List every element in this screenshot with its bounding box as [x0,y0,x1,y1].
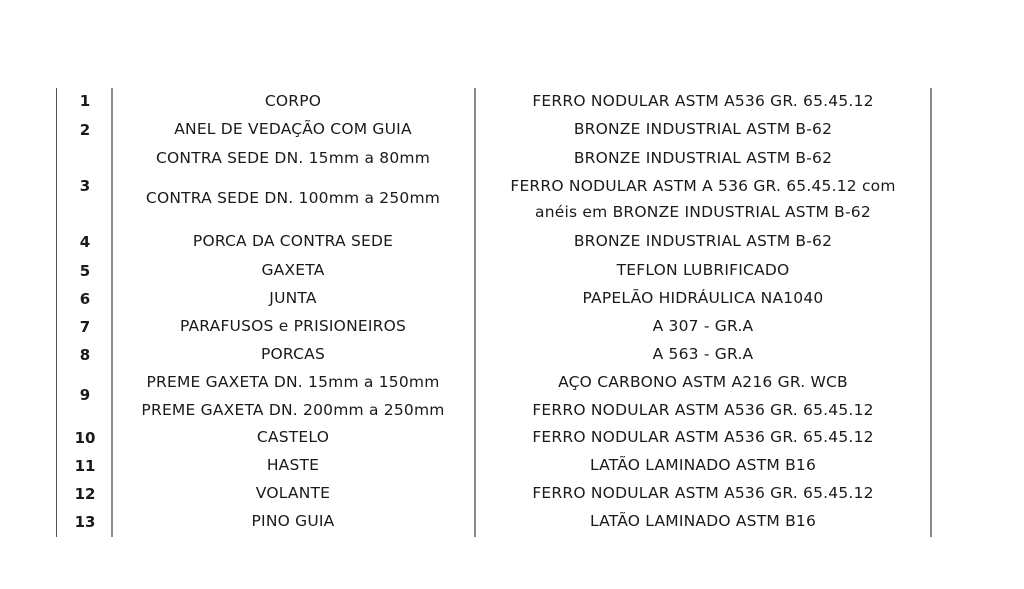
part-name: CORPO [264,92,322,110]
item-number: 3 [79,177,91,195]
part-material: A 563 - GR.A [652,345,754,363]
part-name: JUNTA [269,289,317,307]
part-material: LATÃO LAMINADO ASTM B16 [589,456,817,474]
item-number: 5 [79,262,91,280]
part-name: PREME GAXETA DN. 15mm a 150mm [146,373,440,391]
part-material: anéis em BRONZE INDUSTRIAL ASTM B-62 [535,203,871,221]
part-name: ANEL DE VEDAÇÃO COM GUIA [174,120,412,138]
part-name: PARAFUSOS e PRISIONEIROS [179,317,407,335]
part-name: VOLANTE [255,484,331,502]
part-material: FERRO NODULAR ASTM A536 GR. 65.45.12 [532,401,874,419]
item-number: 6 [79,290,91,308]
item-number: 8 [79,346,91,364]
item-number: 12 [74,485,96,503]
part-material: LATÃO LAMINADO ASTM B16 [589,512,817,530]
part-material: TEFLON LUBRIFICADO [616,261,790,279]
part-name: CONTRA SEDE DN. 100mm a 250mm [145,189,441,207]
part-material: FERRO NODULAR ASTM A 536 GR. 65.45.12 com [510,177,896,195]
item-number: 10 [74,429,96,447]
item-number: 9 [79,386,91,404]
part-material: FERRO NODULAR ASTM A536 GR. 65.45.12 [532,484,874,502]
part-material: AÇO CARBONO ASTM A216 GR. WCB [558,373,848,391]
part-material: A 307 - GR.A [652,317,754,335]
part-name: CONTRA SEDE DN. 15mm a 80mm [155,149,431,167]
part-material: FERRO NODULAR ASTM A536 GR. 65.45.12 [532,428,874,446]
part-material: BRONZE INDUSTRIAL ASTM B-62 [573,232,833,250]
part-name: PINO GUIA [251,512,335,530]
table-border-right [930,88,932,537]
part-name: PORCAS [260,345,325,363]
part-name: HASTE [266,456,320,474]
part-name: PORCA DA CONTRA SEDE [192,232,394,250]
item-number: 7 [79,318,91,336]
part-name: PREME GAXETA DN. 200mm a 250mm [141,401,445,419]
item-number: 2 [79,121,91,139]
part-material: PAPELÃO HIDRÁULICA NA1040 [582,289,824,307]
part-name: CASTELO [256,428,330,446]
part-material: FERRO NODULAR ASTM A536 GR. 65.45.12 [532,92,874,110]
part-name: GAXETA [261,261,325,279]
item-number: 1 [79,92,91,110]
item-number: 13 [74,513,96,531]
item-number: 4 [79,233,91,251]
item-number: 11 [74,457,96,475]
part-material: BRONZE INDUSTRIAL ASTM B-62 [573,120,833,138]
part-material: BRONZE INDUSTRIAL ASTM B-62 [573,149,833,167]
